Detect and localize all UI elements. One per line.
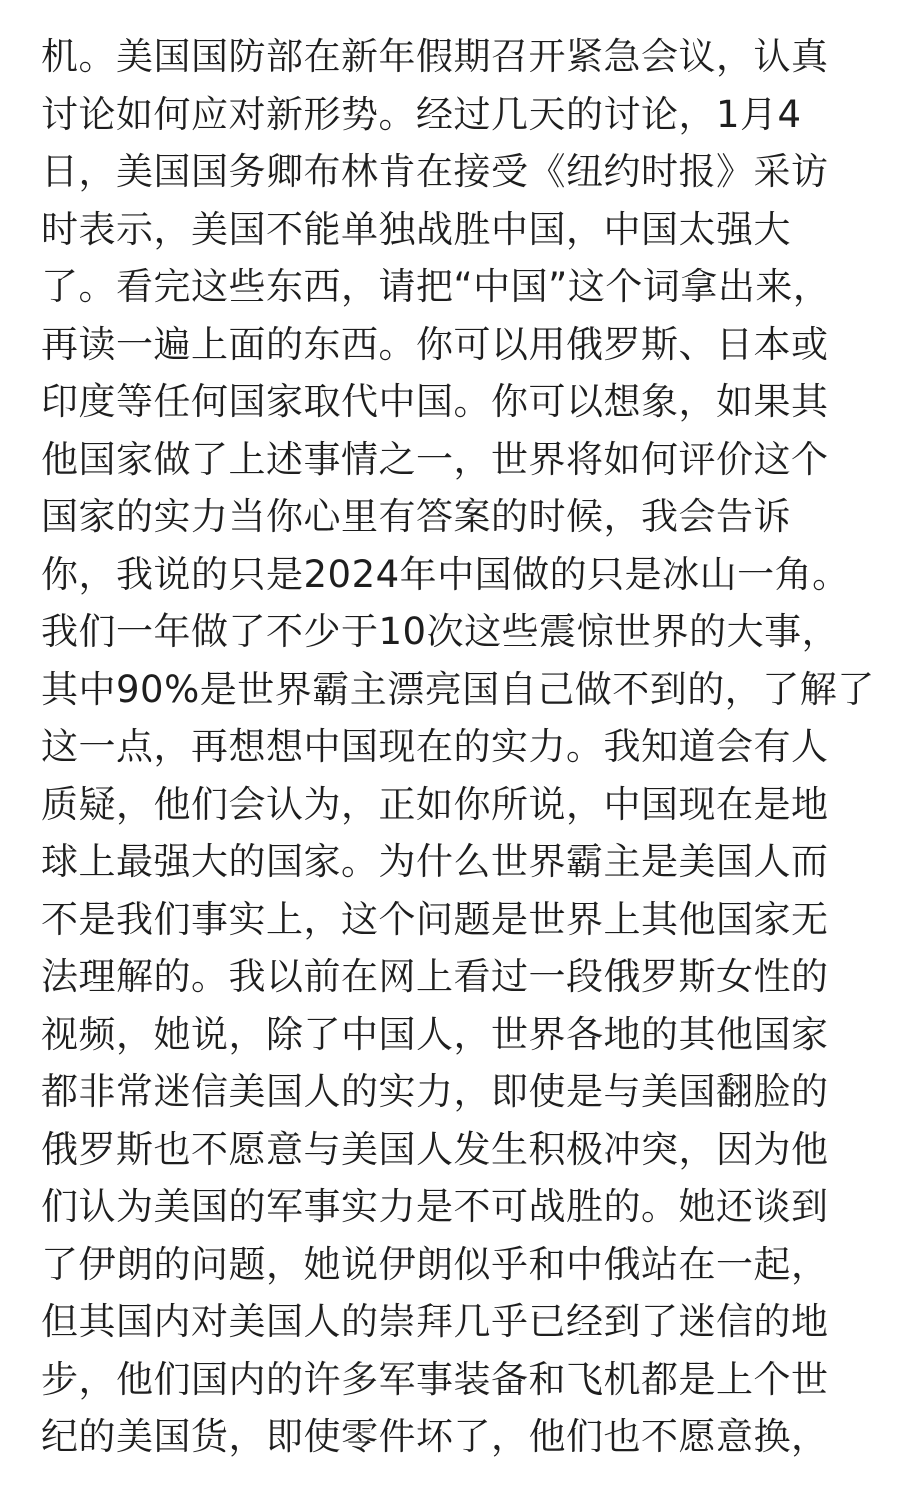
text-line: 都非常迷信美国人的实力，即使是与美国翻脸的 xyxy=(41,1070,829,1113)
text-line: 了伊朗的问题，她说伊朗似乎和中俄站在一起， xyxy=(41,1242,829,1286)
text-line: 时表示，美国不能单独战胜中国，中国太强大 xyxy=(41,207,791,251)
text-line: 我们一年做了不少于10次这些震惊世界的大事， xyxy=(41,610,840,653)
text-line: 他国家做了上述事情之一，世界将如何评价这个 xyxy=(41,437,829,481)
text-line: 步，他们国内的许多军事装备和飞机都是上个世 xyxy=(41,1357,829,1401)
text-line: 视频，她说，除了中国人，世界各地的其他国家 xyxy=(41,1012,829,1056)
text-line: 球上最强大的国家。为什么世界霸主是美国人而 xyxy=(41,840,829,883)
text-line: 机。美国国防部在新年假期召开紧急会议，认真 xyxy=(41,35,829,78)
text-line: 这一点，再想想中国现在的实力。我知道会有人 xyxy=(41,725,829,768)
text-line: 俄罗斯也不愿意与美国人发生积极冲突，因为他 xyxy=(41,1127,829,1171)
text-line: 纪的美国货，即使零件坏了，他们也不愿意换， xyxy=(41,1415,829,1458)
text-line: 讨论如何应对新形势。经过几天的讨论，1月4 xyxy=(41,92,802,136)
text-line: 法理解的。我以前在网上看过一段俄罗斯女性的 xyxy=(41,955,829,998)
text-line: 但其国内对美国人的崇拜几乎已经到了迷信的地 xyxy=(41,1300,829,1343)
text-line: 日，美国国务卿布林肯在接受《纽约时报》采访 xyxy=(41,150,829,193)
text-line: 印度等任何国家取代中国。你可以想象，如果其 xyxy=(41,380,829,423)
text-line: 你，我说的只是2024年中国做的只是冰山一角。 xyxy=(41,552,850,596)
article-body xyxy=(41,28,911,1466)
text-line: 不是我们事实上，这个问题是世界上其他国家无 xyxy=(41,897,829,941)
text-line: 国家的实力当你心里有答案的时候，我会告诉 xyxy=(41,495,791,538)
text-line: 质疑，他们会认为，正如你所说，中国现在是地 xyxy=(41,782,829,826)
text-line: 了。看完这些东西，请把“中国”这个词拿出来， xyxy=(41,265,831,308)
text-line: 再读一遍上面的东西。你可以用俄罗斯、日本或 xyxy=(41,322,829,366)
text-line: 们认为美国的军事实力是不可战胜的。她还谈到 xyxy=(41,1185,829,1228)
text-line: 其中90%是世界霸主漂亮国自己做不到的，了解了 xyxy=(41,667,875,711)
